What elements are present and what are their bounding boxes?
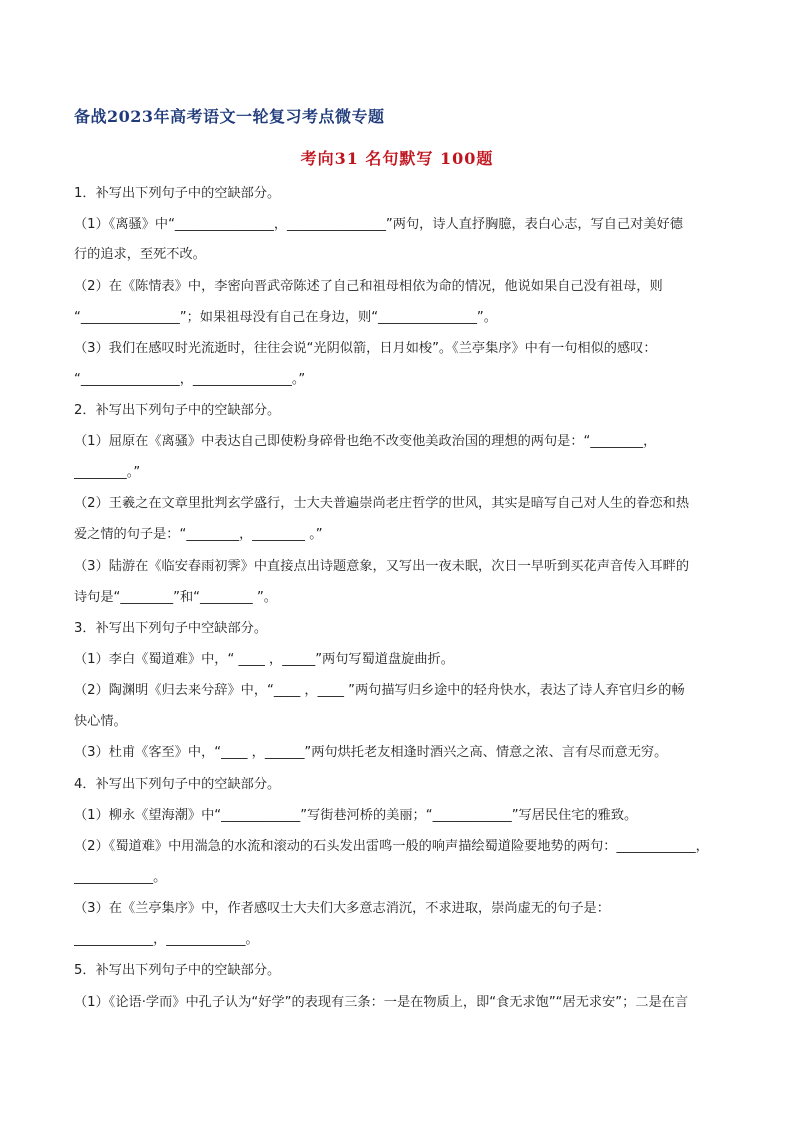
text-line: （2）王羲之在文章里批判玄学盛行，士大夫普遍崇尚老庄哲学的世风，其实是暗写自己对人生的眷恋和热 — [74, 496, 690, 511]
text-line: （3）陆游在《临安春雨初霁》中直接点出诗题意象，又写出一夜未眠，次日一早听到买花声音传入耳畔的 — [74, 559, 690, 574]
text-line: （3）在《兰亭集序》中，作者感叹士大夫们大多意志消沉，不求进取，崇尚虚无的句子是： — [74, 901, 610, 916]
text-line: （1）柳永《望海潮》中“____________”写街巷河桥的美丽；“____________”写居民住宅的雅致。 — [74, 808, 638, 823]
text-line: （3）杜甫《客至》中，“____ ，______”两句烘托老友相逢时酒兴之高、情意之浓、言有尽而意无穷。 — [74, 745, 668, 760]
text-line: ____________。 — [74, 870, 167, 885]
text-line: （2）在《陈情表》中，李密向晋武帝陈述了自己和祖母相依为命的情况，他说如果自己没有祖母，则 — [74, 279, 663, 294]
topic-title: 考向31 名句默写 100题 — [300, 149, 494, 168]
series-title: 备战2023年高考语文一轮复习考点微专题 — [74, 107, 385, 126]
text-line: ________。” — [74, 465, 141, 480]
text-line: 行的追求，至死不改。 — [74, 247, 206, 262]
text-line: （2）《蜀道难》中用湍急的水流和滚动的石头发出雷鸣一般的响声描绘蜀道险要地势的两句：____________， — [74, 839, 709, 854]
text-line: 快心情。 — [74, 714, 127, 729]
text-line: （1）《论语·学而》中孔子认为“好学”的表现有三条：一是在物质上，即“食无求饱”“居无求安”；二是在言 — [74, 995, 689, 1010]
text-line: 3．补写出下列句子中空缺部分。 — [74, 621, 268, 636]
text-line: 5．补写出下列句子中的空缺部分。 — [74, 963, 281, 978]
text-line: 诗句是“________”和“________ ”。 — [74, 590, 277, 605]
text-line: 1．补写出下列句子中的空缺部分。 — [74, 186, 281, 201]
text-line: （1）《离骚》中“_______________，_______________”两句，诗人直抒胸臆，表白心志，写自己对美好德 — [74, 217, 683, 232]
text-line: ____________，____________。 — [74, 932, 259, 947]
text-line: 4．补写出下列句子中的空缺部分。 — [74, 777, 281, 792]
text-line: （3）我们在感叹时光流逝时，往往会说“光阴似箭，日月如梭”。《兰亭集序》中有一句相似的感叹： — [74, 341, 657, 356]
text-line: （1）李白《蜀道难》中，“ ____ ，_____”两句写蜀道盘旋曲折。 — [74, 652, 454, 667]
text-line: 2．补写出下列句子中的空缺部分。 — [74, 403, 281, 418]
text-line: 爱之情的句子是：“________，________ 。” — [74, 527, 323, 542]
text-line: “_______________”；如果祖母没有自己在身边，则“_______________”。 — [74, 310, 497, 325]
text-line: “_______________，_______________。” — [74, 372, 306, 387]
text-line: （2）陶渊明《归去来兮辞》中，“____ ，____ ”两句描写归乡途中的轻舟快水，表达了诗人弃官归乡的畅 — [74, 683, 685, 698]
text-line: （1）屈原在《离骚》中表达自己即使粉身碎骨也绝不改变他美政治国的理想的两句是：“________， — [74, 434, 657, 449]
